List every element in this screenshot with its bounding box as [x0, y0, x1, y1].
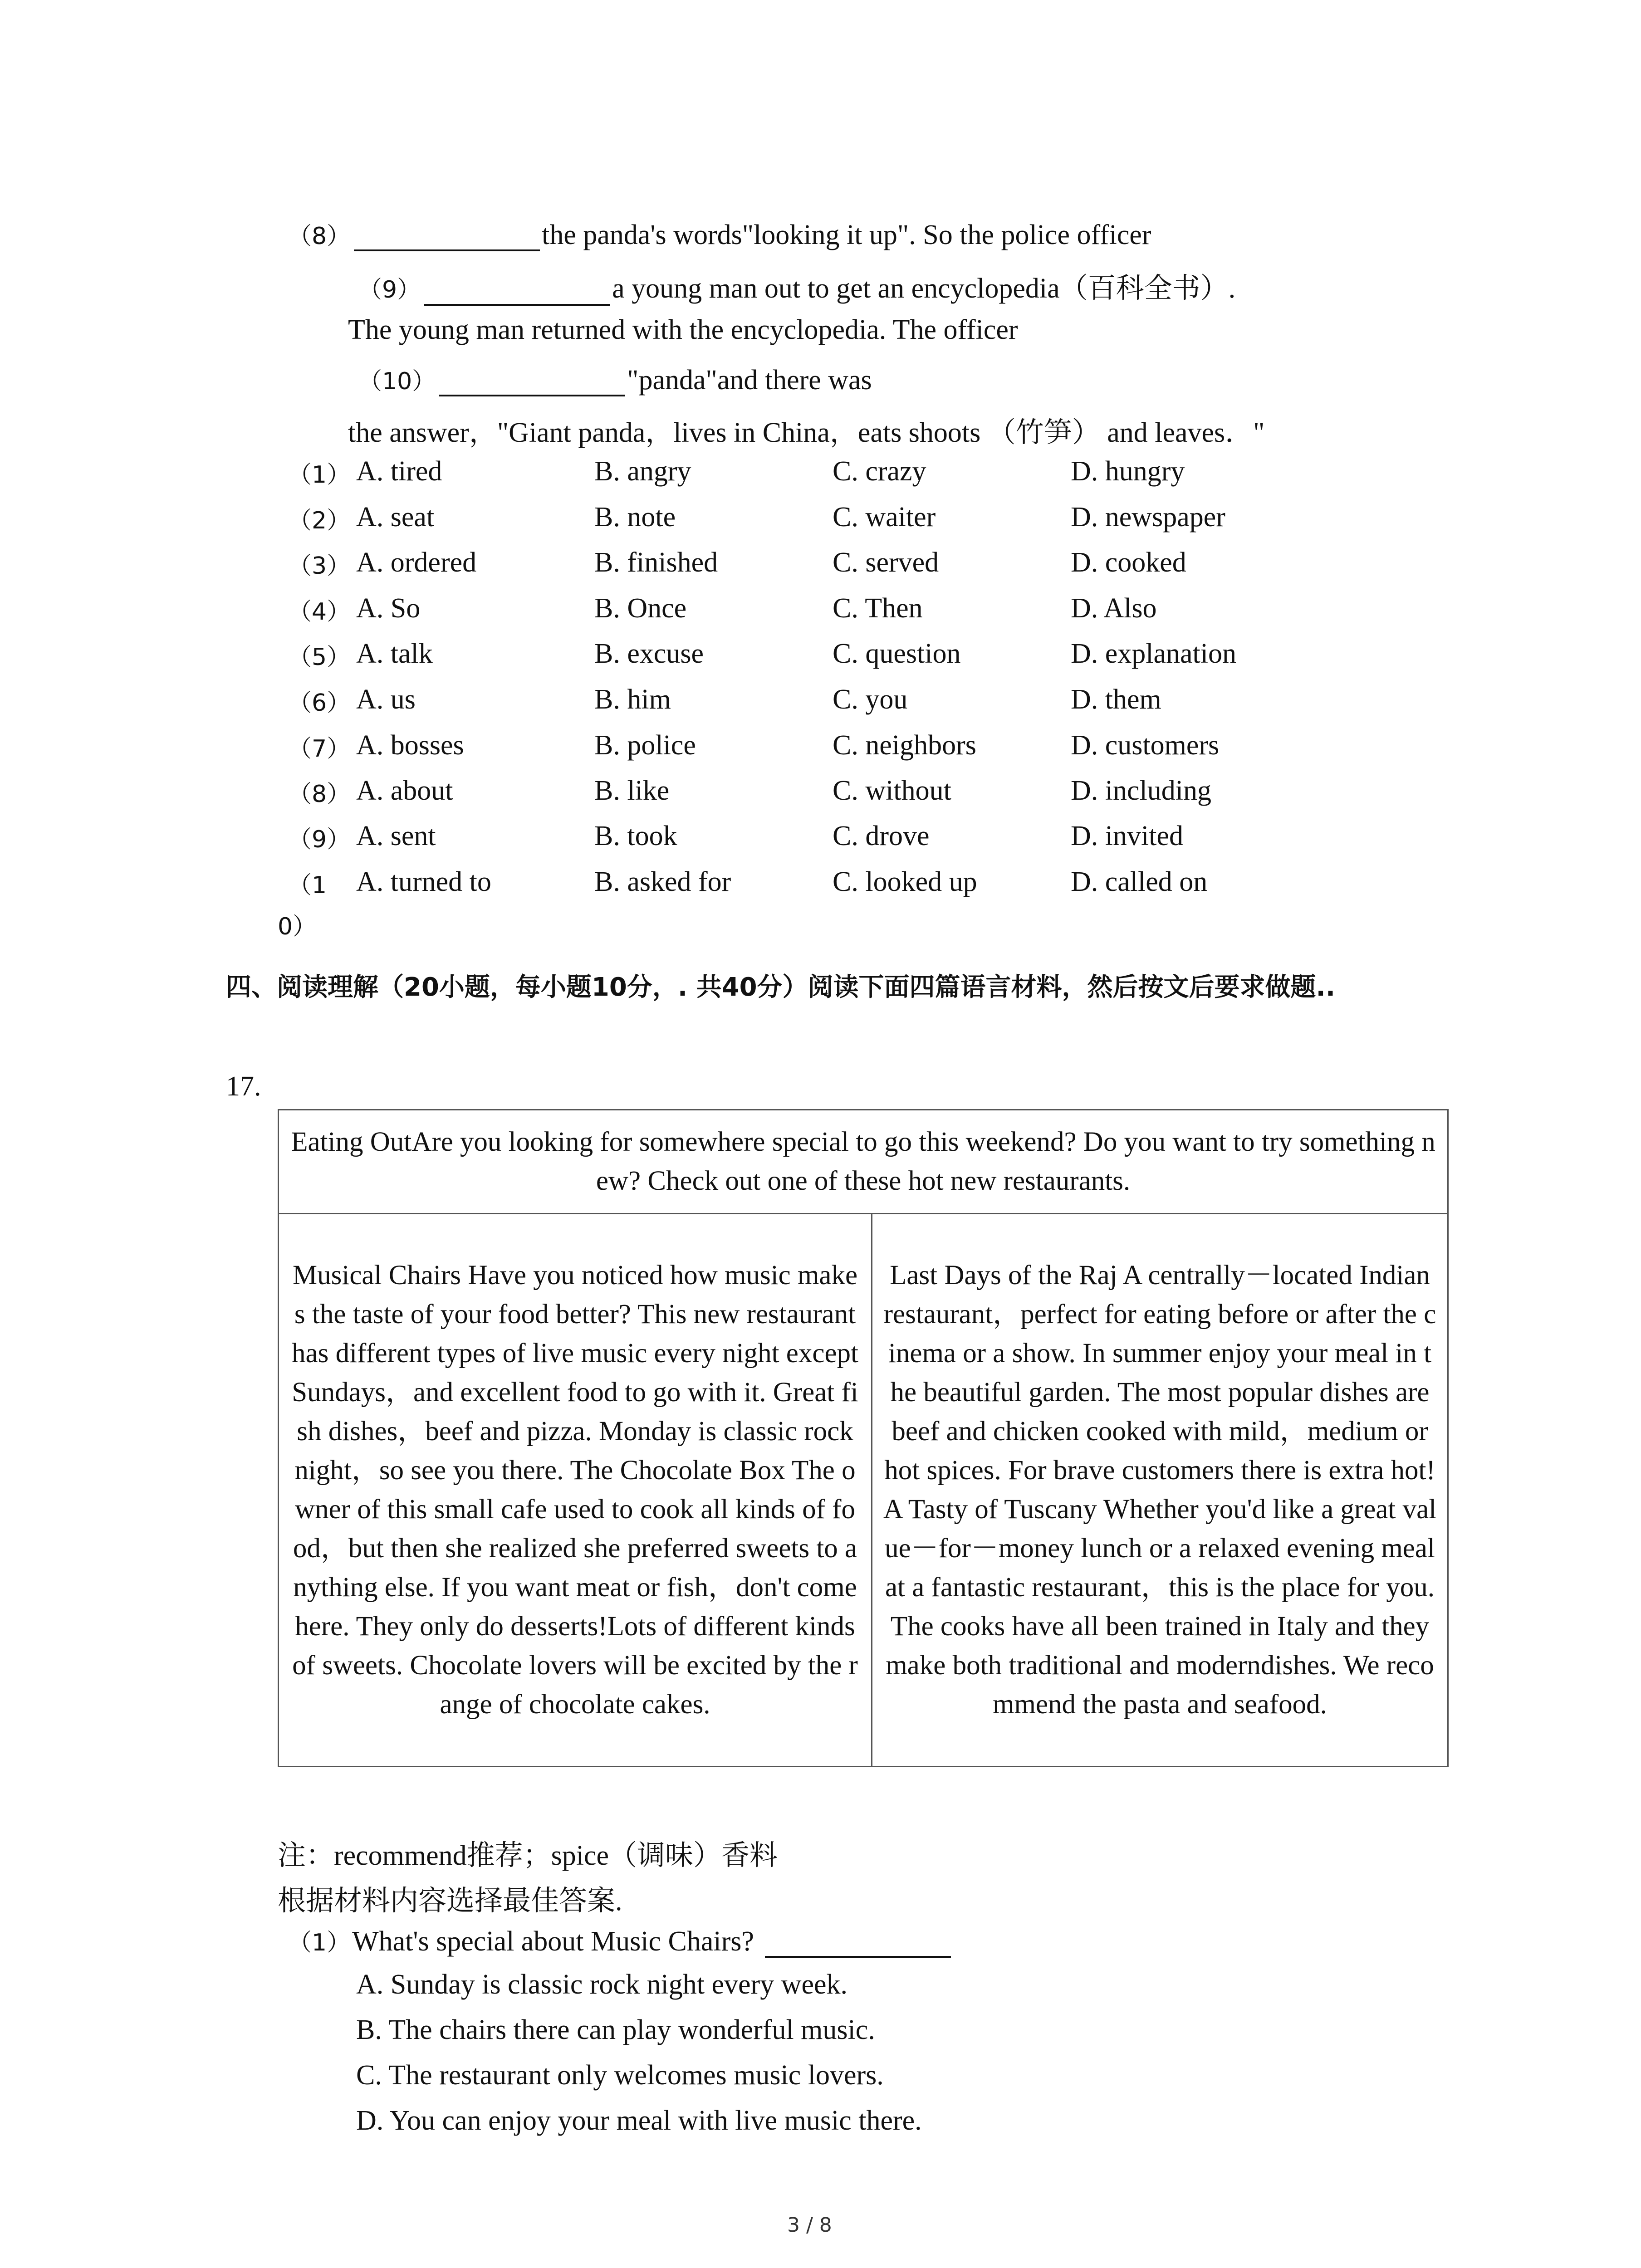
option-number: （2） — [288, 507, 351, 534]
option-c[interactable]: C. without — [833, 775, 951, 806]
option-number: （9） — [288, 826, 351, 853]
option-b[interactable]: B. took — [594, 821, 677, 851]
option-a[interactable]: A. seat — [356, 502, 435, 533]
option-b[interactable]: B. excuse — [594, 638, 704, 669]
option-c[interactable]: C. crazy — [833, 456, 926, 487]
answer-blank[interactable] — [354, 222, 540, 251]
table-cell-left: Musical Chairs Have you noticed how music makes the taste of your food better? This new restaurant has different types of live music every night except Sundays，and excellent food to go with it. Great fish dishes，beef and pizza. Monday is classic rock night，so see you there. The Chocolate Box The owner of this small cafe used to cook all kinds of food，but then she realized she preferred sweets to anything else. If you want meat or fish，don't come here. They only do desserts!Lots of different kinds of sweets. Chocolate lovers will be excited by the range of chocolate cakes. — [279, 1214, 872, 1767]
answer-blank[interactable] — [765, 1929, 951, 1958]
option-a[interactable]: A. bosses — [356, 730, 464, 761]
vocabulary-note: 注：recommend推荐；spice（调味）香料 — [278, 1840, 778, 1871]
option-number: （3） — [288, 552, 351, 580]
option-a[interactable]: A. turned to — [356, 866, 491, 897]
option-number: （8） — [288, 781, 351, 808]
option-d[interactable]: D. newspaper — [1071, 502, 1225, 533]
option-b[interactable]: B. him — [594, 684, 671, 715]
passage-line-9: （9） a young man out to get an encyclopedia（百科全书）. — [358, 265, 1235, 306]
option-d[interactable]: D. them — [1071, 684, 1161, 715]
option-d[interactable]: D. called on — [1071, 866, 1208, 897]
option-b[interactable]: B. angry — [594, 456, 691, 487]
passage-line-answer: the answer，"Giant panda，lives in China，eats shoots （竹笋） and leaves．" — [348, 417, 1265, 448]
table-header: Eating OutAre you looking for somewhere special to go this weekend? Do you want to try something new? Check out one of these hot new restaurants. — [279, 1110, 1448, 1214]
option-number: （5） — [288, 644, 351, 671]
page-number: 3 / 8 — [787, 2214, 832, 2237]
option-c[interactable]: C. question — [833, 638, 961, 669]
option-d[interactable]: D. explanation — [1071, 638, 1237, 669]
option-d[interactable]: D. invited — [1071, 821, 1183, 851]
question-number: 17. — [226, 1071, 261, 1102]
answer-blank[interactable] — [424, 277, 610, 306]
question-number: （1） — [288, 1929, 351, 1956]
choice-b[interactable]: B. The chairs there can play wonderful music. — [356, 2014, 875, 2045]
option-c[interactable]: C. waiter — [833, 502, 936, 533]
option-number: （1） — [288, 461, 351, 489]
blank-number: （10） — [358, 368, 436, 395]
option-number-wrap: 0） — [278, 913, 317, 940]
option-b[interactable]: B. finished — [594, 547, 718, 578]
question-1 — [288, 1923, 953, 1958]
restaurant-table — [278, 1109, 1449, 1767]
passage-line-returned: The young man returned with the encyclopedia. The officer — [348, 314, 1018, 345]
choice-c[interactable]: C. The restaurant only welcomes music lovers. — [356, 2060, 884, 2091]
option-d[interactable]: D. Also — [1071, 593, 1157, 624]
instruction: 根据材料内容选择最佳答案. — [278, 1886, 622, 1916]
option-a[interactable]: A. about — [356, 775, 453, 806]
option-c[interactable]: C. looked up — [833, 866, 977, 897]
option-b[interactable]: B. police — [594, 730, 696, 761]
option-c[interactable]: C. you — [833, 684, 908, 715]
table-cell-right: Last Days of the Raj A centrally－located Indian restaurant，perfect for eating before or after the cinema or a show. In summer enjoy your meal in the beautiful garden. The most popular dishes are beef and chicken cooked with mild，medium or hot spices. For brave customers there is extra hot!A Tasty of Tuscany Whether you'd like a great value－for－money lunch or a relaxed evening meal at a fantastic restaurant，this is the place for you. The cooks have all been trained in Italy and they make both traditional and moderndishes. We recommend the pasta and seafood. — [872, 1214, 1448, 1767]
option-b[interactable]: B. like — [594, 775, 670, 806]
option-d[interactable]: D. including — [1071, 775, 1211, 806]
blank-number: （9） — [358, 276, 421, 303]
option-number: （7） — [288, 735, 351, 763]
option-d[interactable]: D. hungry — [1071, 456, 1185, 487]
option-d[interactable]: D. cooked — [1071, 547, 1186, 578]
option-b[interactable]: B. asked for — [594, 866, 731, 897]
option-c[interactable]: C. Then — [833, 593, 923, 624]
option-a[interactable]: A. sent — [356, 821, 436, 851]
option-a[interactable]: A. So — [356, 593, 421, 624]
option-b[interactable]: B. Once — [594, 593, 687, 624]
option-number: （6） — [288, 689, 351, 717]
option-d[interactable]: D. customers — [1071, 730, 1220, 761]
option-a[interactable]: A. ordered — [356, 547, 477, 578]
option-number: （4） — [288, 598, 351, 626]
answer-blank[interactable] — [439, 367, 625, 396]
option-a[interactable]: A. talk — [356, 638, 433, 669]
option-number: （1 — [288, 872, 327, 899]
option-c[interactable]: C. drove — [833, 821, 930, 851]
passage-line-8: （8） the panda's words"looking it up". So the police officer — [288, 220, 1151, 250]
choice-a[interactable]: A. Sunday is classic rock night every week. — [356, 1969, 848, 2000]
question-text: What's special about Music Chairs? — [352, 1926, 754, 1957]
section-heading: 四、阅读理解（20小题，每小题10分，. 共40分）阅读下面四篇语言材料，然后按文后要求做题.. — [226, 973, 1336, 1002]
choice-d[interactable]: D. You can enjoy your meal with live music there. — [356, 2105, 922, 2136]
passage-line-10: （10） "panda"and there was — [358, 365, 872, 396]
option-a[interactable]: A. us — [356, 684, 416, 715]
option-c[interactable]: C. neighbors — [833, 730, 976, 761]
option-b[interactable]: B. note — [594, 502, 676, 533]
option-a[interactable]: A. tired — [356, 456, 442, 487]
blank-number: （8） — [288, 223, 351, 250]
option-c[interactable]: C. served — [833, 547, 939, 578]
